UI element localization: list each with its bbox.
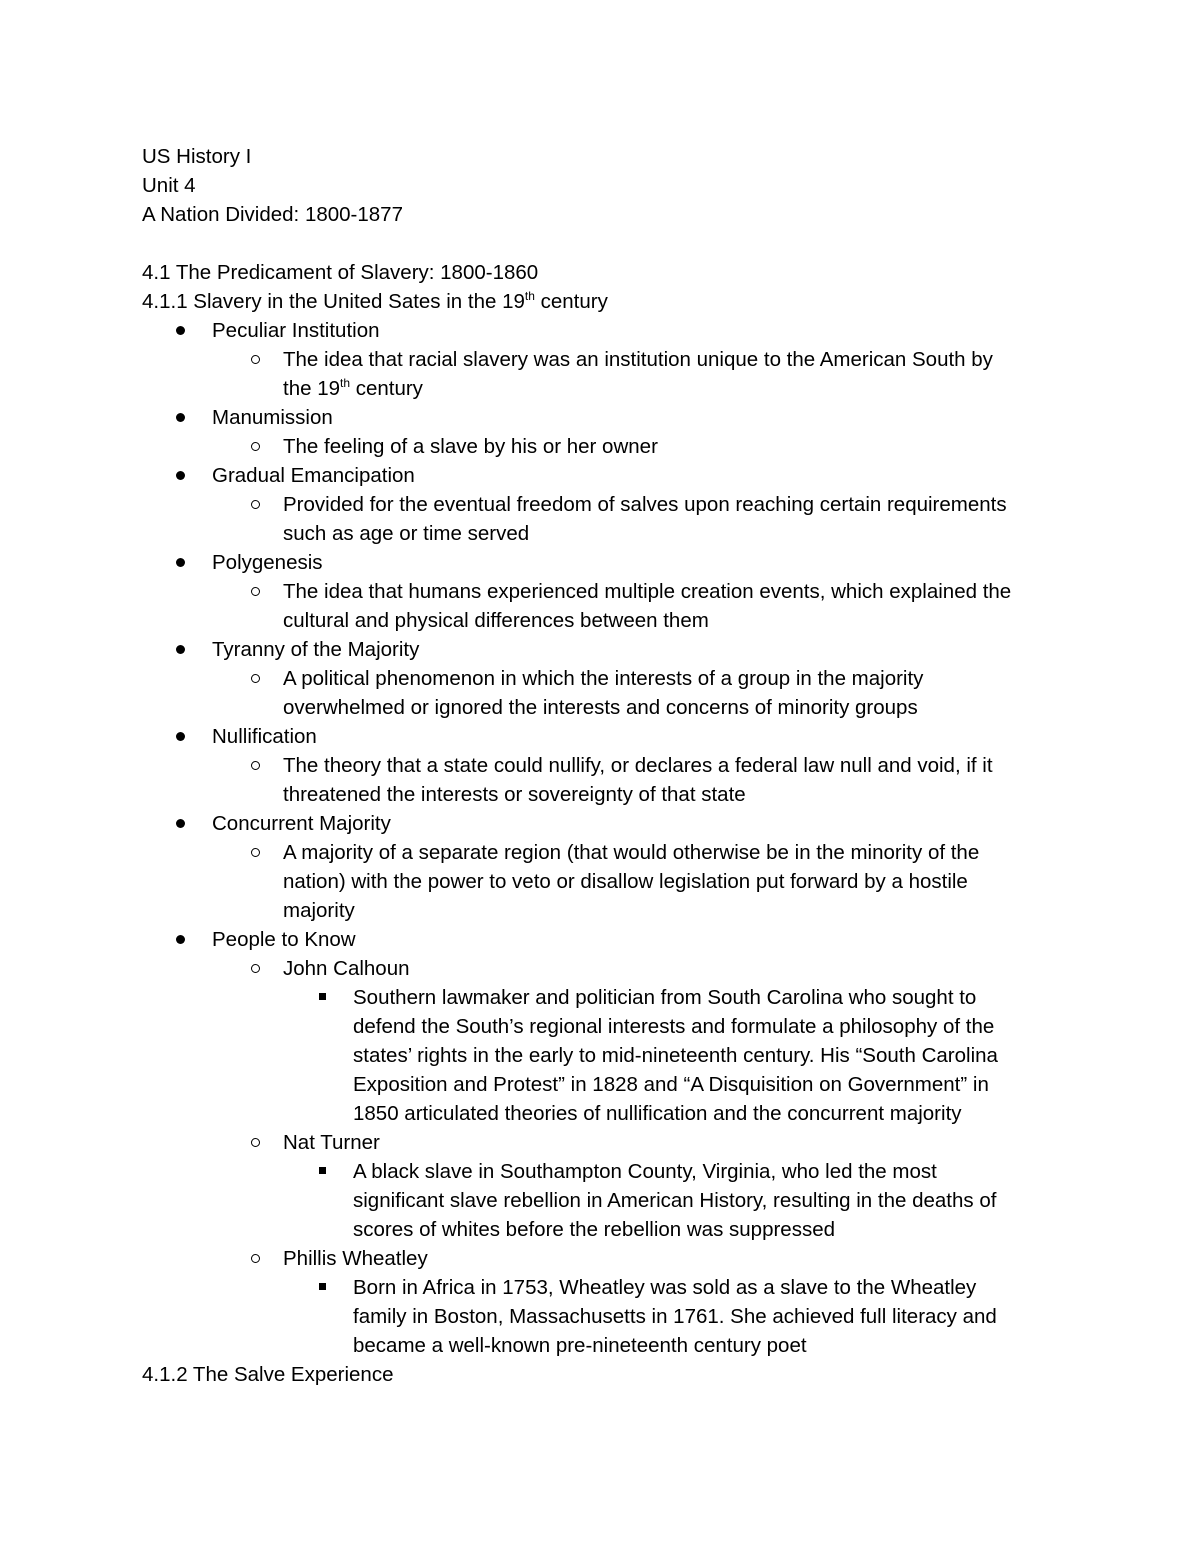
disc-bullet-icon — [170, 403, 190, 432]
square-bullet-icon — [312, 983, 332, 1012]
term-label: Nullification — [212, 725, 317, 748]
definition-text: overwhelmed or ignored the interests and concerns of minority groups — [283, 696, 918, 719]
description-text: Exposition and Protest” in 1828 and “A Disquisition on Government” in — [353, 1073, 989, 1096]
description-text: A black slave in Southampton County, Virginia, who led the most — [353, 1160, 937, 1183]
person-description — [142, 1157, 1102, 1244]
bullet-item-concurrent-majority — [142, 809, 1102, 838]
disc-bullet-icon — [170, 809, 190, 838]
bullet-item-polygenesis — [142, 548, 1102, 577]
document-page — [142, 142, 1102, 1389]
blank-line — [142, 229, 1102, 258]
circle-bullet-icon — [245, 345, 265, 374]
term-label: Gradual Emancipation — [212, 464, 415, 487]
person-item-john-calhoun — [142, 954, 1102, 983]
definition-text: The idea that humans experienced multiple creation events, which explained the — [283, 580, 1012, 603]
section-title: 4.1 The Predicament of Slavery: 1800-1860 — [142, 261, 539, 284]
circle-bullet-icon — [245, 954, 265, 983]
person-name: Nat Turner — [283, 1131, 380, 1154]
circle-bullet-icon — [245, 1128, 265, 1157]
unit-title: A Nation Divided: 1800-1877 — [142, 203, 403, 226]
definition-item — [142, 490, 1102, 548]
definition-text: majority — [283, 899, 355, 922]
definition-text: threatened the interests or sovereignty of that state — [283, 783, 746, 806]
disc-bullet-icon — [170, 316, 190, 345]
description-text: states’ rights in the early to mid-nineteenth century. His “South Carolina — [353, 1044, 998, 1067]
bullet-item-tyranny-of-majority — [142, 635, 1102, 664]
description-text: Southern lawmaker and politician from South Carolina who sought to — [353, 986, 977, 1009]
square-bullet-icon — [312, 1273, 332, 1302]
term-label: Polygenesis — [212, 551, 323, 574]
term-label: Manumission — [212, 406, 333, 429]
person-description — [142, 983, 1102, 1128]
definition-text: The idea that racial slavery was an institution unique to the American South by — [283, 348, 993, 371]
definition-text: nation) with the power to veto or disallow legislation put forward by a hostile — [283, 870, 968, 893]
description-text: family in Boston, Massachusetts in 1761. She achieved full literacy and — [353, 1305, 997, 1328]
circle-bullet-icon — [245, 577, 265, 606]
circle-bullet-icon — [245, 432, 265, 461]
definition-item — [142, 664, 1102, 722]
definition-item — [142, 432, 1102, 461]
person-item-phillis-wheatley — [142, 1244, 1102, 1273]
circle-bullet-icon — [245, 664, 265, 693]
disc-bullet-icon — [170, 548, 190, 577]
definition-item — [142, 751, 1102, 809]
disc-bullet-icon — [170, 635, 190, 664]
disc-bullet-icon — [170, 722, 190, 751]
circle-bullet-icon — [245, 751, 265, 780]
definition-text: such as age or time served — [283, 522, 530, 545]
next-section-title: 4.1.2 The Salve Experience — [142, 1363, 394, 1386]
bullet-item-people-to-know — [142, 925, 1102, 954]
definition-text: A political phenomenon in which the interests of a group in the majority — [283, 667, 924, 690]
circle-bullet-icon — [245, 490, 265, 519]
square-bullet-icon — [312, 1157, 332, 1186]
definition-item — [142, 838, 1102, 925]
term-label: Tyranny of the Majority — [212, 638, 420, 661]
person-name: John Calhoun — [283, 957, 410, 980]
circle-bullet-icon — [245, 1244, 265, 1273]
bullet-item-manumission — [142, 403, 1102, 432]
description-text: scores of whites before the rebellion was suppressed — [353, 1218, 836, 1241]
term-label: Concurrent Majority — [212, 812, 391, 835]
bullet-item-peculiar-institution — [142, 316, 1102, 345]
bullet-item-gradual-emancipation — [142, 461, 1102, 490]
term-label: Peculiar Institution — [212, 319, 380, 342]
definition-text: A majority of a separate region (that would otherwise be in the minority of the — [283, 841, 980, 864]
subsection-title: 4.1.1 Slavery in the United Sates in the 19th century — [142, 289, 608, 313]
bullet-item-nullification — [142, 722, 1102, 751]
person-item-nat-turner — [142, 1128, 1102, 1157]
description-text: defend the South’s regional interests and formulate a philosophy of the — [353, 1015, 995, 1038]
person-name: Phillis Wheatley — [283, 1247, 428, 1270]
description-text: Born in Africa in 1753, Wheatley was sold as a slave to the Wheatley — [353, 1276, 977, 1299]
description-text: became a well-known pre-nineteenth century poet — [353, 1334, 807, 1357]
course-title: US History I — [142, 145, 252, 168]
definition-item — [142, 577, 1102, 635]
term-label: People to Know — [212, 928, 356, 951]
circle-bullet-icon — [245, 838, 265, 867]
definition-text: The feeling of a slave by his or her owner — [283, 435, 658, 458]
definition-text: Provided for the eventual freedom of salves upon reaching certain requirements — [283, 493, 1007, 516]
description-text: significant slave rebellion in American History, resulting in the deaths of — [353, 1189, 997, 1212]
person-description — [142, 1273, 1102, 1360]
definition-text: the 19th century — [283, 376, 423, 400]
disc-bullet-icon — [170, 461, 190, 490]
description-text: 1850 articulated theories of nullification and the concurrent majority — [353, 1102, 962, 1125]
disc-bullet-icon — [170, 925, 190, 954]
definition-text: The theory that a state could nullify, or declares a federal law null and void, if it — [283, 754, 993, 777]
definition-item — [142, 345, 1102, 403]
unit-label: Unit 4 — [142, 174, 196, 197]
definition-text: cultural and physical differences between them — [283, 609, 709, 632]
